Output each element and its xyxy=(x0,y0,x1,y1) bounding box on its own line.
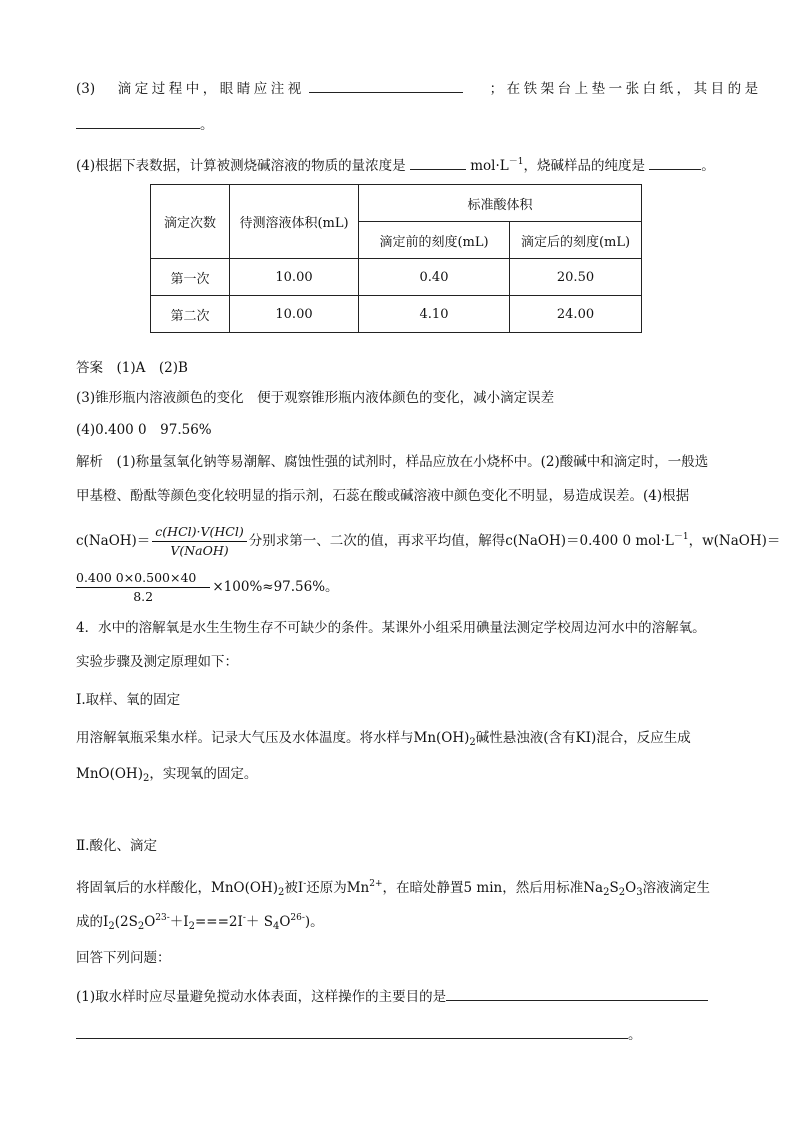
section-2-heading: Ⅱ.酸化、滴定 xyxy=(76,838,157,854)
formula-text: 分别求第一、二次的值，再求平均值，解得c(NaOH)＝0.400 0 mol·L xyxy=(248,533,674,549)
superscript: - xyxy=(303,879,307,889)
text: )。 xyxy=(304,914,324,930)
cell-volume: 10.00 xyxy=(230,296,359,333)
answer-blank xyxy=(76,1024,628,1039)
answer-blank xyxy=(446,986,708,1001)
text: MnO(OH) xyxy=(76,766,143,782)
answer-blank xyxy=(649,155,701,170)
answer-line-2: (3)锥形瓶内溶液颜色的变化 便于观察锥形瓶内液体颜色的变化，减小滴定误差 xyxy=(76,390,555,406)
fraction-numerator: c(HCl)·V(HCl) xyxy=(152,523,246,542)
fraction-numerator: 0.400 0×0.500×40 xyxy=(76,569,210,588)
answer-blank xyxy=(309,78,463,93)
text: 碱性悬浊液(含有KI)混合，反应生成 xyxy=(475,730,691,746)
answer-blank xyxy=(76,114,200,129)
formula-fraction xyxy=(76,569,210,606)
superscript: 26- xyxy=(290,913,305,923)
cell-before: 4.10 xyxy=(359,296,510,333)
formula-fraction xyxy=(152,523,246,560)
period: 。 xyxy=(628,1027,642,1043)
header-acid: 标准酸体积 xyxy=(359,185,642,222)
answer-line-3: (4)0.400 0 97.56% xyxy=(76,422,212,438)
subscript: 2 xyxy=(469,737,476,748)
superscript: 2+ xyxy=(369,879,383,889)
question-3 xyxy=(76,78,762,99)
answer-blank xyxy=(410,155,466,170)
text: ，在暗处静置5 min，然后用标准Na xyxy=(382,880,604,896)
subscript: 2 xyxy=(277,887,285,898)
cell-times: 第二次 xyxy=(151,296,230,333)
superscript: - xyxy=(242,913,246,923)
unit: mol·L xyxy=(470,158,509,174)
subscript: 3 xyxy=(636,887,643,898)
analysis-line-1: 解析 (1)称量氢氧化钠等易潮解、腐蚀性强的试剂时，样品应放在小烧杯中。(2)酸碱中和滴定时，一般选 xyxy=(76,454,709,470)
subscript: 2 xyxy=(137,921,145,932)
titration-table xyxy=(150,184,642,333)
text: 成的I xyxy=(76,914,109,930)
header-volume: 待测溶液体积(mL) xyxy=(230,185,359,259)
question-3-cont xyxy=(76,114,214,135)
cell-times: 第一次 xyxy=(151,259,230,296)
cell-volume: 10.00 xyxy=(230,259,359,296)
subscript: 2 xyxy=(108,921,115,932)
answer-line-1: 答案 (1)A (2)B xyxy=(76,360,188,376)
subscript: 2 xyxy=(603,887,610,898)
superscript: 23- xyxy=(155,913,170,923)
question-text: 滴定过程中，眼睛应注视 xyxy=(117,81,305,97)
subscript: 4 xyxy=(272,921,280,932)
header-before: 滴定前的刻度(mL) xyxy=(359,222,510,259)
question-4-intro-2: 实验步骤及测定原理如下： xyxy=(76,654,238,670)
question-text: (1)取水样时应尽量避免搅动水体表面，这样操作的主要目的是 xyxy=(76,989,447,1005)
text: 被I xyxy=(284,880,304,896)
question-text: (4)根据下表数据，计算被测烧碱溶液的物质的量浓度是 xyxy=(76,158,406,174)
section-1-heading: Ⅰ.取样、氧的固定 xyxy=(76,692,181,708)
text: O xyxy=(279,914,291,930)
header-after: 滴定后的刻度(mL) xyxy=(510,222,642,259)
header-times: 滴定次数 xyxy=(151,185,230,259)
fraction-denominator: V(NaOH) xyxy=(170,543,229,558)
section-1-text-2 xyxy=(76,764,257,789)
text: (2S xyxy=(114,914,138,930)
question-text: ；在铁架台上垫一张白纸，其目的是 xyxy=(489,81,762,97)
subscript: 2 xyxy=(142,773,150,784)
question-4-intro: 4．水中的溶解氧是水生生物生存不可缺少的条件。某课外小组采用碘量法测定学校周边河水中的溶解氧。 xyxy=(76,620,706,636)
period: 。 xyxy=(701,158,715,174)
formula-tail: ，w(NaOH)＝ xyxy=(688,533,781,549)
formula-sup: －1 xyxy=(673,532,689,542)
text: 还原为Mn xyxy=(306,880,370,896)
subscript: 2 xyxy=(618,887,626,898)
formula-tail: ×100%≈97.56%。 xyxy=(212,579,339,595)
question-label: (3) xyxy=(76,81,96,97)
section-2-text-2 xyxy=(76,908,324,937)
analysis-line-2: 甲基橙、酚酞等颜色变化较明显的指示剂，石蕊在酸或碱溶液中颜色变化不明显，易造成误差。(4)根据 xyxy=(76,488,690,504)
subscript: 2 xyxy=(188,921,195,932)
text: ===2I xyxy=(195,914,243,930)
section-1-text xyxy=(76,728,691,753)
sub-question-1 xyxy=(76,986,708,1007)
text: O xyxy=(144,914,156,930)
question-text: ，烧碱样品的纯度是 xyxy=(523,158,645,174)
text: 溶液滴定生 xyxy=(642,880,711,896)
text: ＋ S xyxy=(245,914,273,930)
text: 用溶解氧瓶采集水样。记录大气压及水体温度。将水样与Mn(OH) xyxy=(76,730,470,746)
ask-line: 回答下列问题： xyxy=(76,950,171,966)
cell-after: 24.00 xyxy=(510,296,642,333)
text: ＋I xyxy=(169,914,189,930)
text: ，实现氧的固定。 xyxy=(149,766,258,782)
analysis-formula-2 xyxy=(76,568,339,606)
fraction-denominator: 8.2 xyxy=(133,589,154,604)
cell-before: 0.40 xyxy=(359,259,510,296)
question-4 xyxy=(76,152,715,176)
table-row xyxy=(151,296,642,333)
period: 。 xyxy=(200,117,214,133)
unit-sup: －1 xyxy=(508,157,524,167)
table-row xyxy=(151,259,642,296)
cell-after: 20.50 xyxy=(510,259,642,296)
analysis-formula xyxy=(76,518,780,560)
section-2-text: 将固氧后的水样酸化，$MnO(OH)_2$被I-还原为$Mn^{2+}$，在暗处静置5 min，然后用标准$Na_2S_2O_3$溶液滴定生 xyxy=(76,879,711,898)
text: 将固氧后的水样酸化，MnO(OH) xyxy=(76,880,278,896)
formula-lhs: c(NaOH)＝ xyxy=(76,533,151,549)
sub-question-1-cont xyxy=(76,1024,642,1045)
